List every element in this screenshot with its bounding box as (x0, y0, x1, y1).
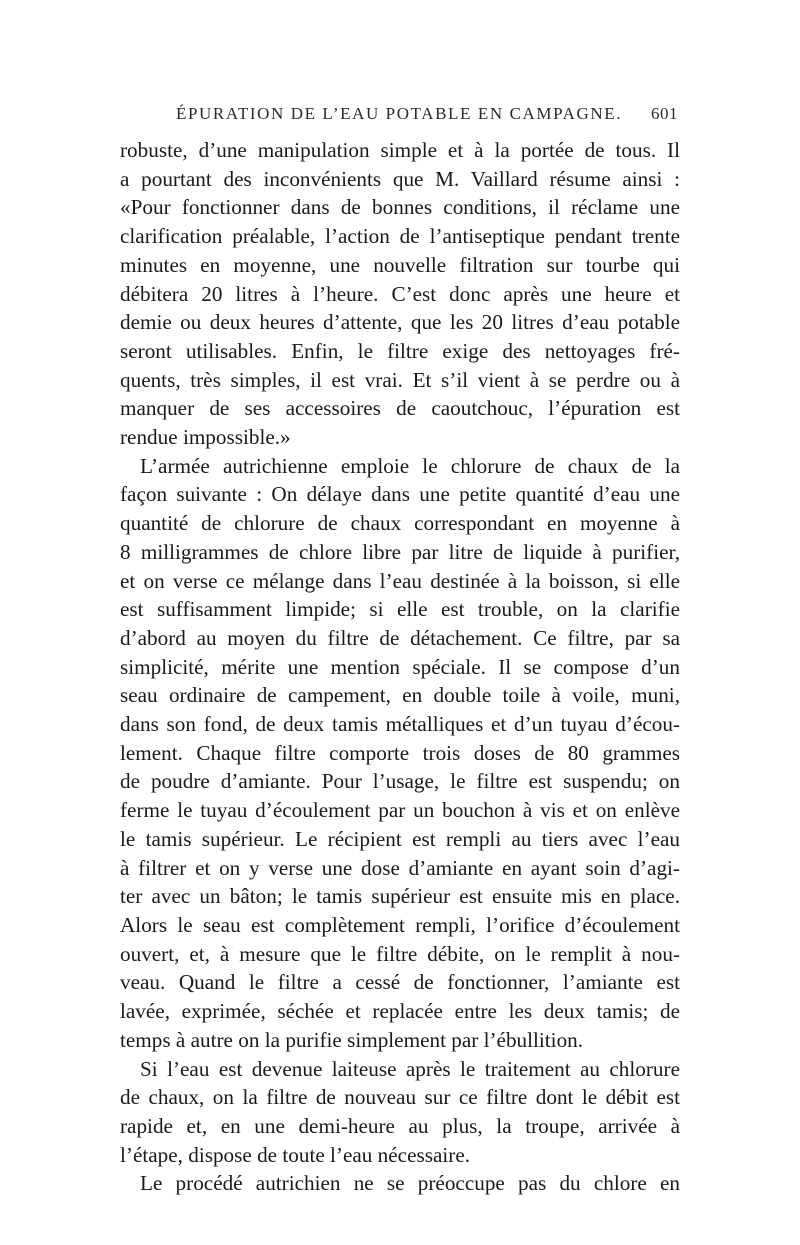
text-line: demie ou deux heures d’attente, que les 20 litres d’eau potable (120, 310, 680, 335)
paragraph (120, 452, 680, 1055)
running-head (176, 104, 678, 130)
text-line: à filtrer et on y verse une dose d’amiante en ayant soin d’agi- (120, 855, 680, 880)
text-line: quents, très simples, il est vrai. Et s’il vient à se perdre ou à (120, 367, 680, 392)
text-line: de poudre d’amiante. Pour l’usage, le filtre est suspendu; on (120, 769, 680, 794)
paragraph (120, 1169, 680, 1198)
text-line: simplicité, mérite une mention spéciale. Il se compose d’un (120, 654, 680, 679)
paragraph (120, 1055, 680, 1170)
text-line: rapide et, en une demi-heure au plus, la troupe, arrivée à (120, 1113, 680, 1138)
body-text (120, 136, 680, 1198)
text-line: façon suivante : On délaye dans une petite quantité d’eau une (120, 482, 680, 507)
running-head-title: ÉPURATION DE L’EAU POTABLE EN CAMPAGNE. (176, 104, 623, 123)
text-line: «Pour fonctionner dans de bonnes conditions, il réclame une (120, 195, 680, 220)
text-line: lavée, exprimée, séchée et replacée entre les deux tamis; de (120, 999, 680, 1024)
text-line: a pourtant des inconvénients que M. Vaillard résume ainsi : (120, 166, 680, 191)
text-line: lement. Chaque filtre comporte trois doses de 80 grammes (120, 740, 680, 765)
text-line: L’armée autrichienne emploie le chlorure de chaux de la (140, 453, 680, 478)
text-line: dans son fond, de deux tamis métalliques et d’un tuyau d’écou- (120, 712, 680, 737)
text-line: ter avec un bâton; le tamis supérieur est ensuite mis en place. (120, 884, 680, 909)
text-line: clarification préalable, l’action de l’antiseptique pendant trente (120, 224, 680, 249)
paragraph (120, 136, 680, 452)
text-line: le tamis supérieur. Le récipient est rempli au tiers avec l’eau (120, 826, 680, 851)
text-line: veau. Quand le filtre a cessé de fonctionner, l’amiante est (120, 970, 680, 995)
text-line: quantité de chlorure de chaux correspondant en moyenne à (120, 511, 680, 536)
text-line: temps à autre on la purifie simplement par l’ébullition. (120, 1027, 584, 1052)
text-line: robuste, d’une manipulation simple et à la portée de tous. Il (120, 138, 680, 162)
book-page (120, 104, 680, 1198)
text-line: seront utilisables. Enfin, le filtre exige des nettoyages fré- (120, 338, 680, 363)
text-line: Si l’eau est devenue laiteuse après le traitement au chlorure (140, 1056, 680, 1081)
text-line: 8 milligrammes de chlore libre par litre de liquide à purifier, (120, 539, 680, 564)
text-line: rendue impossible.» (120, 425, 291, 450)
text-line: ouvert, et, à mesure que le filtre débite, on le remplit à nou- (120, 941, 680, 966)
text-line: l’étape, dispose de toute l’eau nécessaire. (120, 1142, 471, 1167)
text-line: d’abord au moyen du filtre de détachement. Ce filtre, par sa (120, 625, 680, 650)
text-line: seau ordinaire de campement, en double toile à voile, muni, (120, 683, 680, 708)
text-line: débitera 20 litres à l’heure. C’est donc après une heure et (120, 281, 680, 306)
text-line: ferme le tuyau d’écoulement par un bouchon à vis et on enlève (120, 798, 680, 823)
text-line: manquer de ses accessoires de caoutchouc, l’épuration est (120, 396, 680, 421)
text-line: minutes en moyenne, une nouvelle filtration sur tourbe qui (120, 252, 680, 277)
text-line: est suffisamment limpide; si elle est trouble, on la clarifie (120, 597, 680, 622)
text-line: et on verse ce mélange dans l’eau destinée à la boisson, si elle (120, 568, 680, 593)
text-line: Le procédé autrichien ne se préoccupe pas du chlore en (140, 1171, 680, 1196)
text-line: Alors le seau est complètement rempli, l’orifice d’écoulement (120, 912, 680, 937)
text-line: de chaux, on la filtre de nouveau sur ce filtre dont le débit est (120, 1085, 680, 1110)
page-number: 601 (651, 104, 678, 123)
